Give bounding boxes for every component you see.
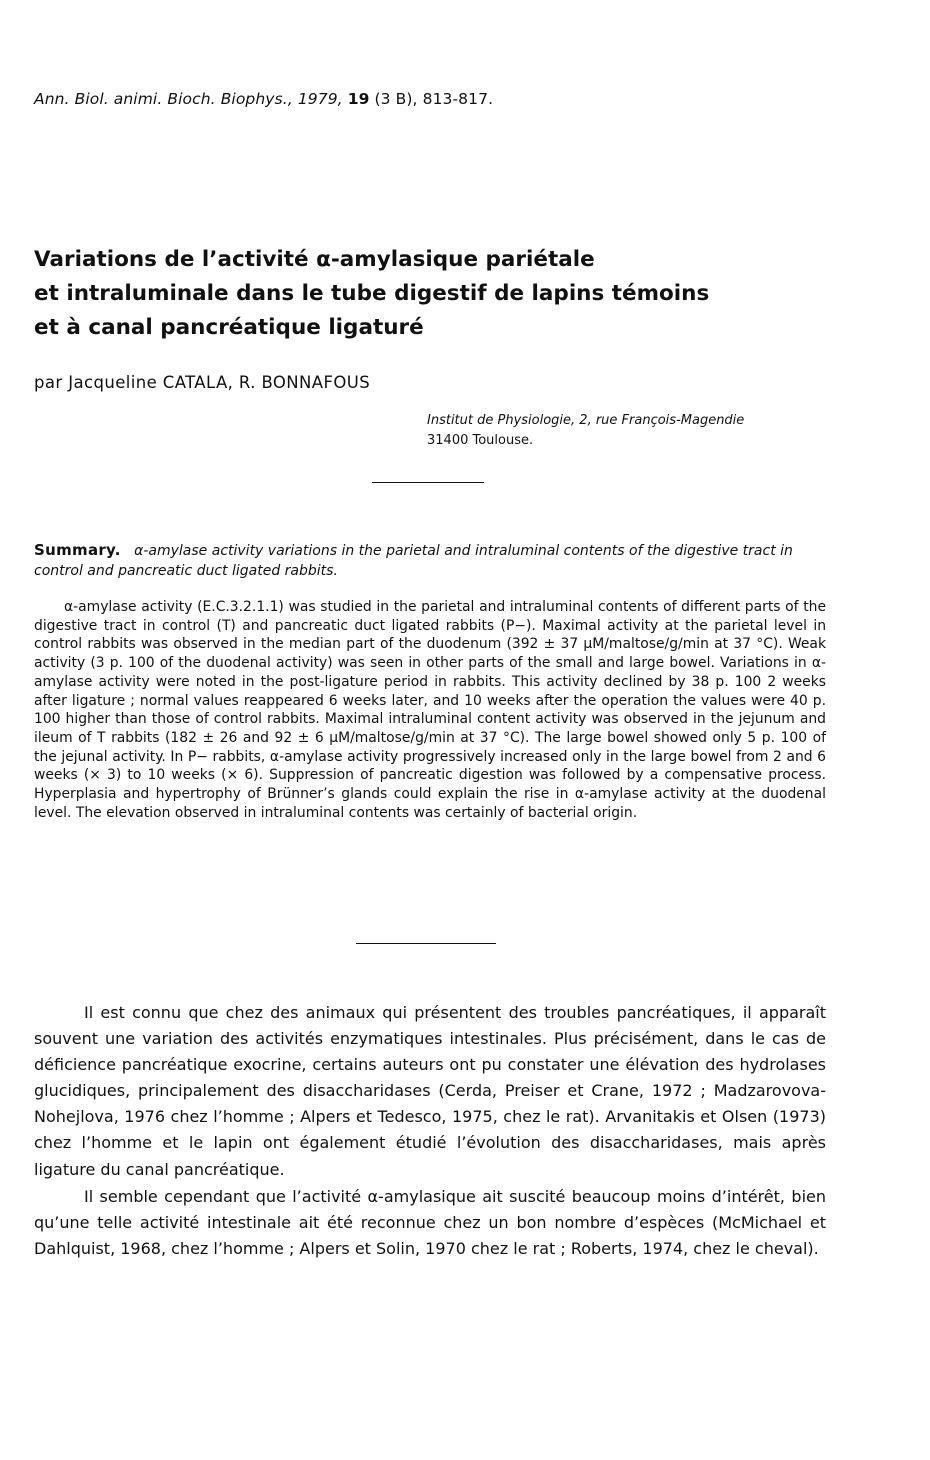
body-text	[34, 1000, 826, 1263]
summary-heading	[34, 540, 828, 581]
title-line-2: et intraluminale dans le tube digestif de lapins témoins	[34, 281, 710, 306]
affiliation-institute: Institut de Physiologie, 2, rue François-Magendie	[427, 413, 745, 428]
body-paragraph-2: Il semble cependant que l’activité α-amylasique ait suscité beaucoup moins d’intérêt, bien qu’une telle activité intestinale ait été reconnue chez un bon nombre d’espèces (McMichael et Dahlquist, 1968, chez l’homme ; Alpers et Solin, 1970 chez le rat ; Roberts, 1974, chez le cheval).	[34, 1186, 826, 1258]
summary-label: Summary.	[34, 541, 121, 559]
abstract-text: α-amylase activity (E.C.3.2.1.1) was studied in the parietal and intraluminal contents of different parts of the digestive tract in control (T) and pancreatic duct ligated rabbits (P−). Maximal activity at the parietal level in control rabbits was observed in the median part of the duodenum (392 ± 37 µM/maltose/g/min at 37 °C). Weak activity (3 p. 100 of the duodenal activity) was seen in other parts of the small and large bowel. Variations in α-amylase activity were noted in the post-ligature period in rabbits. This activity declined by 38 p. 100 2 weeks after ligature ; normal values reappeared 6 weeks later, and 10 weeks after the operation the values were 40 p. 100 higher than those of control rabbits. Maximal intraluminal content activity was observed in the jejunum and ileum of T rabbits (182 ± 26 and 92 ± 6 µM/maltose/g/min at 37 °C). The large bowel showed only 5 p. 100 of the jejunal activity. In P− rabbits, α-amylase activity progressively increased only in the large bowel from 2 and 6 weeks (× 3) to 10 weeks (× 6). Suppression of pancreatic digestion was followed by a compensative process. Hyperplasia and hypertrophy of Brünner’s glands could explain the rise in α-amylase activity at the duodenal level. The elevation observed in intraluminal contents was certainly of bacterial origin.	[34, 599, 826, 821]
summary-english-title: α-amylase activity variations in the parietal and intraluminal contents of the digestive tract in control and pancreatic duct ligated rabbits.	[34, 543, 793, 579]
journal-reference	[34, 90, 493, 108]
title-line-3: et à canal pancréatique ligaturé	[34, 315, 424, 340]
title-line-1: Variations de l’activité α-amylasique pariétale	[34, 247, 595, 272]
body-paragraph-1: Il est connu que chez des animaux qui présentent des troubles pancréatiques, il apparaît souvent une variation des activités enzymatiques intestinales. Plus précisément, dans le cas de déficience pancréatique exocrine, certains auteurs ont pu constater une élévation des hydrolases glucidiques, principalement des disaccharidases (Cerda, Preiser et Crane, 1972 ; Madzarovova-Nohejlova, 1976 chez l’homme ; Alpers et Tedesco, 1975, chez le rat). Arvanitakis et Olsen (1973) chez l’homme et le lapin ont également étudié l’évolution des disaccharidases, mais après ligature du canal pancréatique.	[34, 1003, 826, 1179]
journal-name: Ann. Biol. animi. Bioch. Biophys., 1979,	[34, 90, 343, 108]
affiliation-city: 31400 Toulouse.	[427, 433, 534, 448]
journal-volume: 19	[347, 90, 370, 108]
affiliation	[427, 411, 744, 451]
separator-rule-bottom	[356, 943, 496, 944]
journal-issue-pages: (3 B), 813-817.	[374, 90, 494, 108]
separator-rule-top	[372, 482, 484, 483]
author-line: par Jacqueline CATALA, R. BONNAFOUS	[34, 373, 371, 392]
article-title	[34, 243, 884, 345]
